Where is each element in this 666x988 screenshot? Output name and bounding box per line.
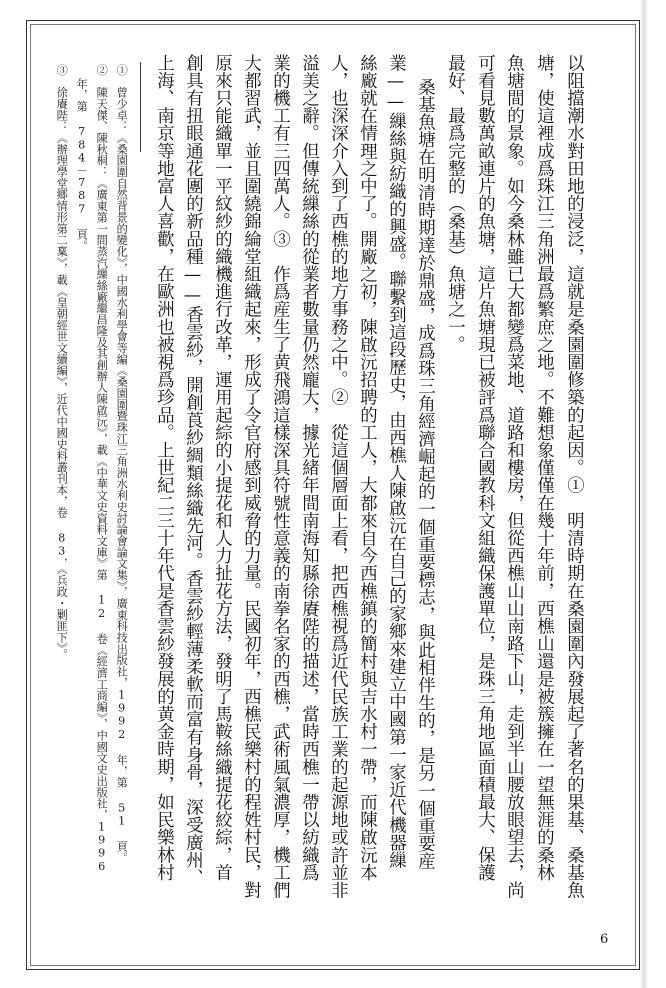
body-line: 魚塘間的景象。如今桑林雖已大都變爲菜地、道路和樓房，但從西樵山山南路下山，走到半山腰放眼望去，尚 [503, 54, 524, 899]
body-line: 創具有扭眼通花團的新品種——香雲紗，開創莨紗綢類絲織先河。香雲紗輕薄柔軟而富有身骨，深受廣州、 [182, 54, 203, 887]
body-line: 溢美之辭。但傳統繅絲的從業者數量仍然龐大，據光緒年間南海知縣徐賡陛的描述，當時西樵一帶以紡織爲 [298, 54, 319, 882]
body-line: 絲廠就在情理之中了。開廠之初，陳啟沅招聘的工人，大都來自今西樵鎮的簡村與吉水村一帶，而陳啟沅本 [356, 54, 377, 882]
body-line: 上海、南京等地富人喜歡，在歐洲也被視爲珍品。上世紀二三十年代是香雲紗發展的黄金時期，如民樂林村 [153, 54, 174, 882]
page-number: 6 [600, 932, 609, 947]
body-line: 人，也深深介入到了西樵的地方事務之中。② 從這個層面上看，把西樵視爲近代民族工業的起源地或許並非 [327, 54, 348, 899]
body-line: 原來只能織單一平紋紗的織機進行改革，運用起綜的小提花和人力扯花方法，發明了馬鞍絲織提花絞綜，首 [211, 54, 232, 882]
body-line: 業——繅絲與紡織的興盛。聯繫到這段歷史，由西樵人陳啟沅在自己的家鄉來建立中國第一家近代機器繅 [385, 54, 406, 869]
body-line: 業的機工有三四萬人。③ 作爲産生了黄飛鴻這樣深具符號性意義的南拳名家的西樵，武術風氣濃厚，機工們 [269, 54, 290, 899]
body-line: 最好、最爲完整的（桑基）魚塘之一。 [444, 54, 465, 354]
scan-edge-shadow [640, 0, 648, 988]
footnote: ① 曾少卓：《桑園圍自然背景的變化》，中國水利學會等編《桑園圍暨珠江三角洲水利史討論會論文集》，廣東科技出版社，1992 年，第 51 頁。 [115, 64, 129, 864]
body-line: 大都習武，並且圍繞錦綸堂組織起來，形成了令官府感到威脅的力量。民國初年，西樵民樂村的程姓村民，對 [240, 54, 261, 899]
footnote-divider [140, 62, 141, 152]
footnote-continued: 年，第 784－787 頁。 [75, 78, 89, 252]
body-line: 以阻擋潮水對田地的浸泛，這就是桑園圍修築的起因。① 明清時期在桑園圍內發展起了著名的果基、桑基魚 [563, 54, 584, 899]
body-line: 塘，使這裡成爲珠江三角洲最爲繁庶之地。不難想象僅僅在幾十年前，西樵山還是被簇擁在一望無涯的桑林 [533, 54, 554, 882]
footnote: ③ 徐賡陛：《辦理學堂鄉情形第二稟》，載《皇朝經世文續編》，近代中國史料叢刊本，卷 83，《兵政・剿匪下》。 [55, 64, 69, 660]
body-line: 可看見數萬畝連片的魚塘，這片魚塘現已被評爲聯合國教科文組織保護單位，是珠三角地區面積最大、保護 [474, 54, 495, 882]
footnote: ② 陳天傑、陳秋桐：《廣東第一間蒸汽繅絲廠繼昌隆及其創辦人陳啟沅》，載《中華文史資料文庫》第 12 卷《經濟工商編》，中國文史出版社，1996 [95, 64, 109, 874]
body-line: 桑基魚塘在明清時期達於鼎盛，成爲珠三角經濟崛起的一個重要標志，與此相伴生的，是另一個重要産 [414, 78, 435, 870]
